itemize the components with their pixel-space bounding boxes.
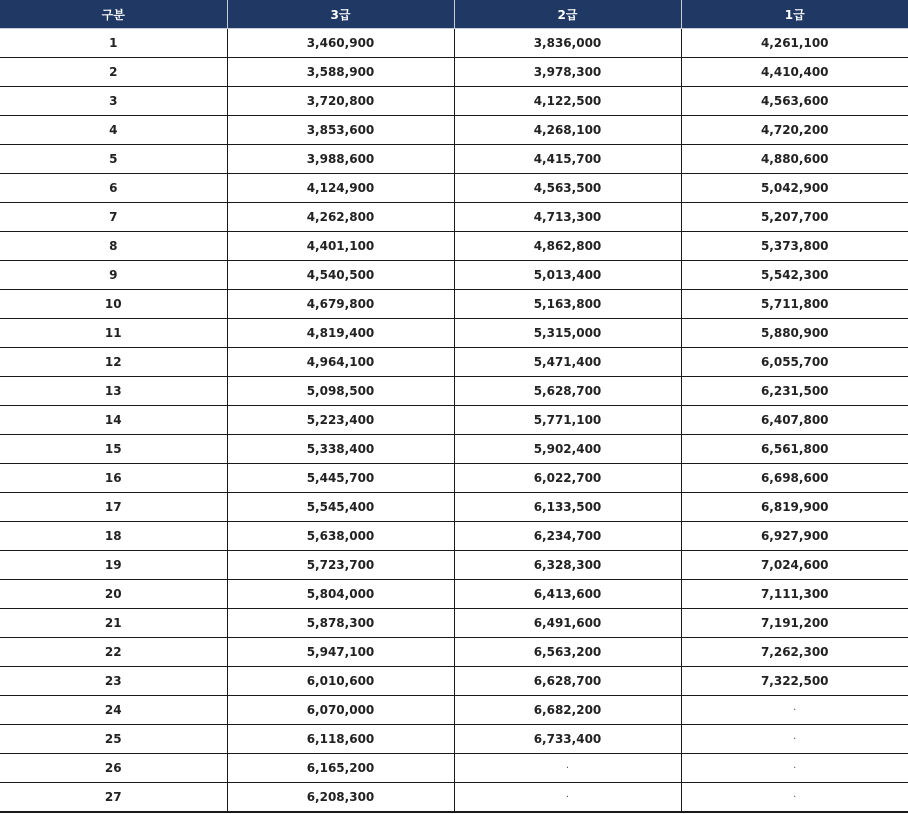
row-step: 1 — [0, 29, 227, 58]
cell-grade-3: 5,878,300 — [227, 609, 454, 638]
row-step: 14 — [0, 406, 227, 435]
table-row — [0, 522, 908, 551]
cell-grade-1: 4,563,600 — [681, 87, 908, 116]
cell-grade-2: · — [454, 754, 681, 783]
cell-grade-2: 4,563,500 — [454, 174, 681, 203]
cell-grade-2: 4,268,100 — [454, 116, 681, 145]
header-category: 구분 — [0, 0, 227, 29]
cell-grade-3: 4,964,100 — [227, 348, 454, 377]
header-grade-2: 2급 — [454, 0, 681, 29]
cell-grade-2: 6,491,600 — [454, 609, 681, 638]
header-row — [0, 0, 908, 29]
row-step: 23 — [0, 667, 227, 696]
cell-grade-3: 5,098,500 — [227, 377, 454, 406]
cell-grade-1: · — [681, 783, 908, 813]
row-step: 3 — [0, 87, 227, 116]
cell-grade-2: 6,733,400 — [454, 725, 681, 754]
cell-grade-2: 3,836,000 — [454, 29, 681, 58]
cell-grade-1: 7,191,200 — [681, 609, 908, 638]
table-row — [0, 406, 908, 435]
row-step: 7 — [0, 203, 227, 232]
cell-grade-2: 4,122,500 — [454, 87, 681, 116]
cell-grade-1: 5,207,700 — [681, 203, 908, 232]
table-row — [0, 725, 908, 754]
row-step: 26 — [0, 754, 227, 783]
cell-grade-2: 6,628,700 — [454, 667, 681, 696]
cell-grade-3: 3,460,900 — [227, 29, 454, 58]
table-row — [0, 203, 908, 232]
table-row — [0, 58, 908, 87]
table-row — [0, 435, 908, 464]
table-row — [0, 580, 908, 609]
cell-grade-3: 5,723,700 — [227, 551, 454, 580]
cell-grade-1: 7,111,300 — [681, 580, 908, 609]
table-row — [0, 696, 908, 725]
cell-grade-3: 6,070,000 — [227, 696, 454, 725]
row-step: 4 — [0, 116, 227, 145]
cell-grade-2: 5,013,400 — [454, 261, 681, 290]
table-row — [0, 29, 908, 58]
cell-grade-2: 5,163,800 — [454, 290, 681, 319]
cell-grade-2: 4,415,700 — [454, 145, 681, 174]
cell-grade-1: 6,561,800 — [681, 435, 908, 464]
cell-grade-3: 5,338,400 — [227, 435, 454, 464]
row-step: 25 — [0, 725, 227, 754]
row-step: 27 — [0, 783, 227, 813]
table-row — [0, 145, 908, 174]
row-step: 5 — [0, 145, 227, 174]
cell-grade-3: 5,947,100 — [227, 638, 454, 667]
table-row — [0, 754, 908, 783]
cell-grade-3: 5,638,000 — [227, 522, 454, 551]
cell-grade-1: 6,231,500 — [681, 377, 908, 406]
cell-grade-2: 5,902,400 — [454, 435, 681, 464]
header-grade-1: 1급 — [681, 0, 908, 29]
table-row — [0, 348, 908, 377]
cell-grade-1: 6,698,600 — [681, 464, 908, 493]
cell-grade-1: 4,410,400 — [681, 58, 908, 87]
cell-grade-1: 6,407,800 — [681, 406, 908, 435]
cell-grade-3: 5,445,700 — [227, 464, 454, 493]
cell-grade-3: 6,208,300 — [227, 783, 454, 813]
table-row — [0, 464, 908, 493]
table-row — [0, 87, 908, 116]
cell-grade-2: 6,022,700 — [454, 464, 681, 493]
cell-grade-1: 6,055,700 — [681, 348, 908, 377]
cell-grade-1: · — [681, 754, 908, 783]
cell-grade-3: 6,165,200 — [227, 754, 454, 783]
table-row — [0, 174, 908, 203]
table-body — [0, 29, 908, 813]
cell-grade-2: 5,471,400 — [454, 348, 681, 377]
cell-grade-3: 4,262,800 — [227, 203, 454, 232]
row-step: 18 — [0, 522, 227, 551]
row-step: 15 — [0, 435, 227, 464]
row-step: 9 — [0, 261, 227, 290]
cell-grade-1: 4,261,100 — [681, 29, 908, 58]
cell-grade-1: 5,042,900 — [681, 174, 908, 203]
cell-grade-3: 3,988,600 — [227, 145, 454, 174]
cell-grade-1: 7,262,300 — [681, 638, 908, 667]
cell-grade-2: 6,133,500 — [454, 493, 681, 522]
table-row — [0, 493, 908, 522]
cell-grade-3: 4,124,900 — [227, 174, 454, 203]
table-row — [0, 261, 908, 290]
cell-grade-2: 6,563,200 — [454, 638, 681, 667]
cell-grade-3: 3,588,900 — [227, 58, 454, 87]
row-step: 16 — [0, 464, 227, 493]
table-row — [0, 551, 908, 580]
cell-grade-1: 6,927,900 — [681, 522, 908, 551]
row-step: 22 — [0, 638, 227, 667]
cell-grade-3: 4,679,800 — [227, 290, 454, 319]
table-row — [0, 783, 908, 813]
table-row — [0, 290, 908, 319]
row-step: 19 — [0, 551, 227, 580]
table-row — [0, 609, 908, 638]
cell-grade-1: 4,880,600 — [681, 145, 908, 174]
table-row — [0, 377, 908, 406]
cell-grade-3: 4,540,500 — [227, 261, 454, 290]
cell-grade-3: 3,853,600 — [227, 116, 454, 145]
cell-grade-3: 4,819,400 — [227, 319, 454, 348]
header-grade-3: 3급 — [227, 0, 454, 29]
row-step: 17 — [0, 493, 227, 522]
cell-grade-2: 6,328,300 — [454, 551, 681, 580]
cell-grade-2: 3,978,300 — [454, 58, 681, 87]
cell-grade-3: 5,223,400 — [227, 406, 454, 435]
cell-grade-1: · — [681, 696, 908, 725]
cell-grade-3: 5,804,000 — [227, 580, 454, 609]
cell-grade-3: 4,401,100 — [227, 232, 454, 261]
row-step: 13 — [0, 377, 227, 406]
cell-grade-3: 5,545,400 — [227, 493, 454, 522]
cell-grade-2: 6,234,700 — [454, 522, 681, 551]
cell-grade-2: 5,771,100 — [454, 406, 681, 435]
cell-grade-1: 5,880,900 — [681, 319, 908, 348]
row-step: 8 — [0, 232, 227, 261]
cell-grade-2: · — [454, 783, 681, 813]
cell-grade-3: 6,010,600 — [227, 667, 454, 696]
cell-grade-1: · — [681, 725, 908, 754]
row-step: 11 — [0, 319, 227, 348]
table-row — [0, 319, 908, 348]
cell-grade-2: 6,682,200 — [454, 696, 681, 725]
cell-grade-1: 5,542,300 — [681, 261, 908, 290]
cell-grade-2: 5,315,000 — [454, 319, 681, 348]
cell-grade-2: 5,628,700 — [454, 377, 681, 406]
cell-grade-1: 5,373,800 — [681, 232, 908, 261]
cell-grade-2: 4,862,800 — [454, 232, 681, 261]
table-row — [0, 667, 908, 696]
table-header — [0, 0, 908, 29]
cell-grade-1: 6,819,900 — [681, 493, 908, 522]
row-step: 21 — [0, 609, 227, 638]
cell-grade-2: 4,713,300 — [454, 203, 681, 232]
cell-grade-1: 7,322,500 — [681, 667, 908, 696]
cell-grade-3: 3,720,800 — [227, 87, 454, 116]
row-step: 2 — [0, 58, 227, 87]
row-step: 12 — [0, 348, 227, 377]
table-row — [0, 116, 908, 145]
cell-grade-1: 7,024,600 — [681, 551, 908, 580]
table-row — [0, 638, 908, 667]
row-step: 6 — [0, 174, 227, 203]
table-row — [0, 232, 908, 261]
row-step: 20 — [0, 580, 227, 609]
row-step: 10 — [0, 290, 227, 319]
cell-grade-1: 5,711,800 — [681, 290, 908, 319]
cell-grade-2: 6,413,600 — [454, 580, 681, 609]
cell-grade-3: 6,118,600 — [227, 725, 454, 754]
cell-grade-1: 4,720,200 — [681, 116, 908, 145]
row-step: 24 — [0, 696, 227, 725]
